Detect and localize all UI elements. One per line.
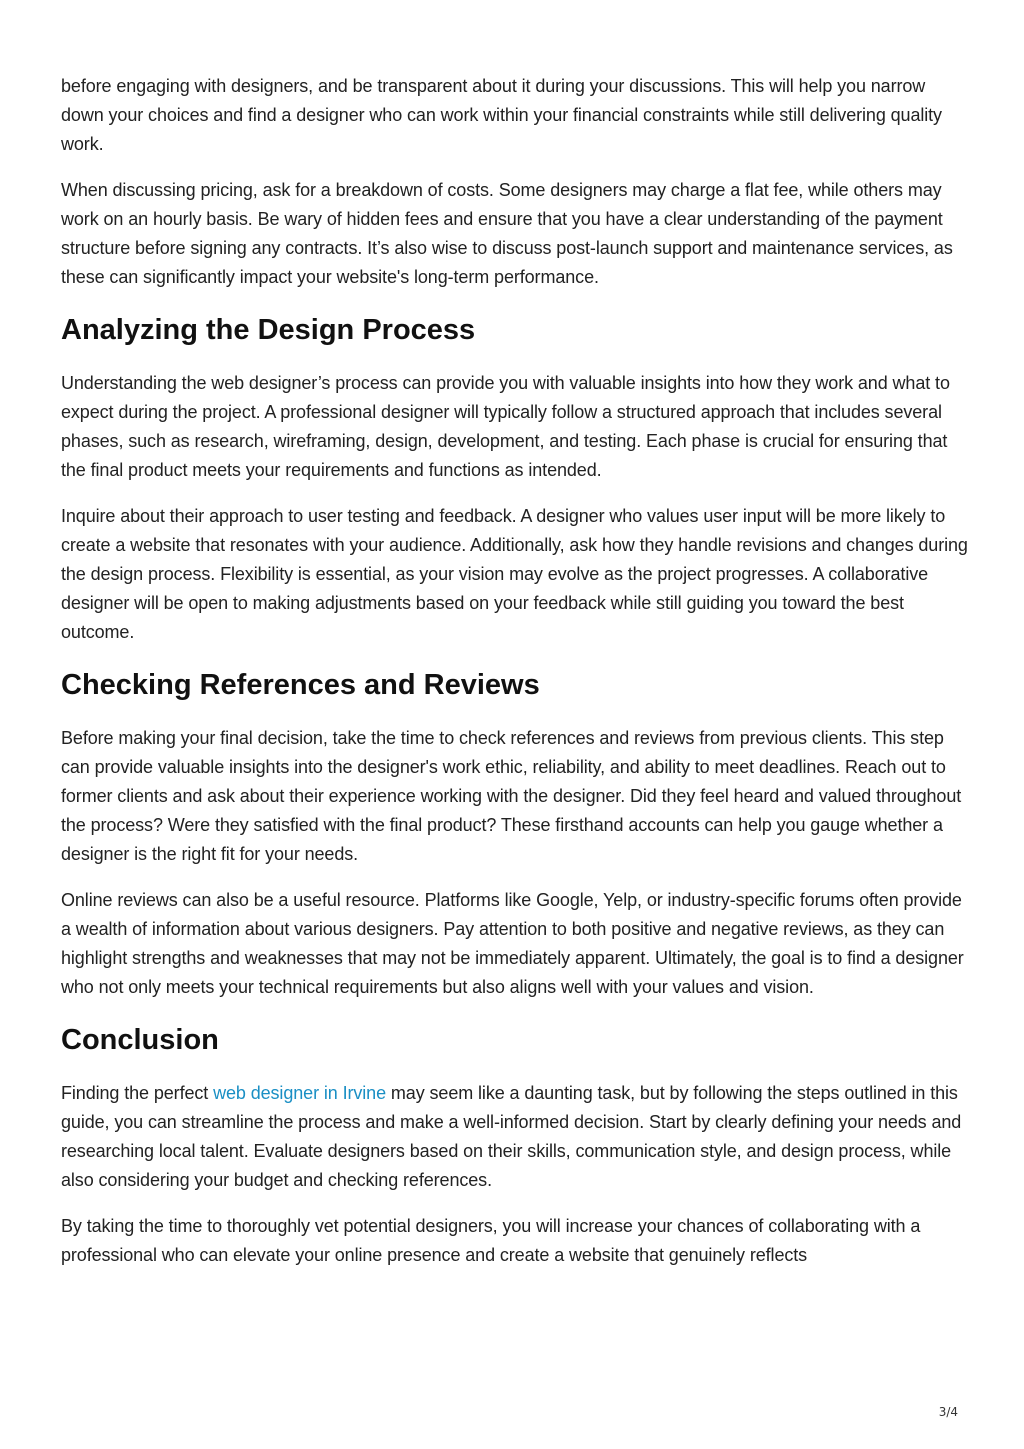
conclusion-text-before-link: Finding the perfect bbox=[61, 1083, 214, 1103]
design-process-paragraph-2: Inquire about their approach to user testing and feedback. A designer who values user input will be more likely to create a website that resonates with your audience. Additionally, ask how they handle revisions and changes during the design process. Flexibility is essential, as your vision may evolve as the project progresses. A collaborative designer will be open to making adjustments based on your feedback while still guiding you toward the best outcome. bbox=[61, 506, 968, 642]
intro-paragraph-1: before engaging with designers, and be transparent about it during your discussions. This will help you narrow down your choices and find a designer who can work within your financial constraints while still delivering quality work. bbox=[61, 76, 942, 154]
section-heading-conclusion: Conclusion bbox=[61, 1024, 219, 1056]
page-number: 3/4 bbox=[938, 1405, 958, 1419]
design-process-paragraph-1: Understanding the web designer’s process can provide you with valuable insights into how they work and what to expect during the project. A professional designer will typically follow a structured approach that includes several phases, such as research, wireframing, design, development, and testing. Each phase is crucial for ensuring that the final product meets your requirements and functions as intended. bbox=[61, 373, 950, 480]
document-page bbox=[61, 72, 971, 1287]
section-heading-design-process: Analyzing the Design Process bbox=[61, 314, 476, 346]
intro-paragraph-2: When discussing pricing, ask for a breakdown of costs. Some designers may charge a flat fee, while others may work on an hourly basis. Be wary of hidden fees and ensure that you have a clear understanding of the payment structure before signing any contracts. It’s also wise to discuss post-launch support and maintenance services, as these can significantly impact your website's long-term performance. bbox=[61, 180, 953, 287]
conclusion-text-after-link: may seem like a daunting task, but by following the steps outlined in this guide, you can streamline the process and make a well-informed decision. Start by clearly defining your needs and researching local talent. Evaluate designers based on their skills, communication style, and design process, while also considering your budget and checking references. bbox=[61, 1083, 962, 1190]
conclusion-paragraph-2: By taking the time to thoroughly vet potential designers, you will increase your chances of collaborating with a professional who can elevate your online presence and create a website that genuinely reflects bbox=[61, 1216, 921, 1265]
references-paragraph-2: Online reviews can also be a useful resource. Platforms like Google, Yelp, or industry-specific forums often provide a wealth of information about various designers. Pay attention to both positive and negative reviews, as they can highlight strengths and weaknesses that may not be immediately apparent. Ultimately, the goal is to find a designer who not only meets your technical requirements but also aligns well with your values and vision. bbox=[61, 890, 964, 997]
web-designer-irvine-link[interactable]: web designer in Irvine bbox=[213, 1083, 386, 1103]
section-heading-references: Checking References and Reviews bbox=[61, 669, 540, 701]
references-paragraph-1: Before making your final decision, take the time to check references and reviews from previous clients. This step can provide valuable insights into the designer's work ethic, reliability, and ability to meet deadlines. Reach out to former clients and ask about their experience working with the designer. Did they feel heard and valued throughout the process? Were they satisfied with the final product? These firsthand accounts can help you gauge whether a designer is the right fit for your needs. bbox=[61, 728, 962, 864]
conclusion-paragraph-1 bbox=[61, 1079, 971, 1195]
